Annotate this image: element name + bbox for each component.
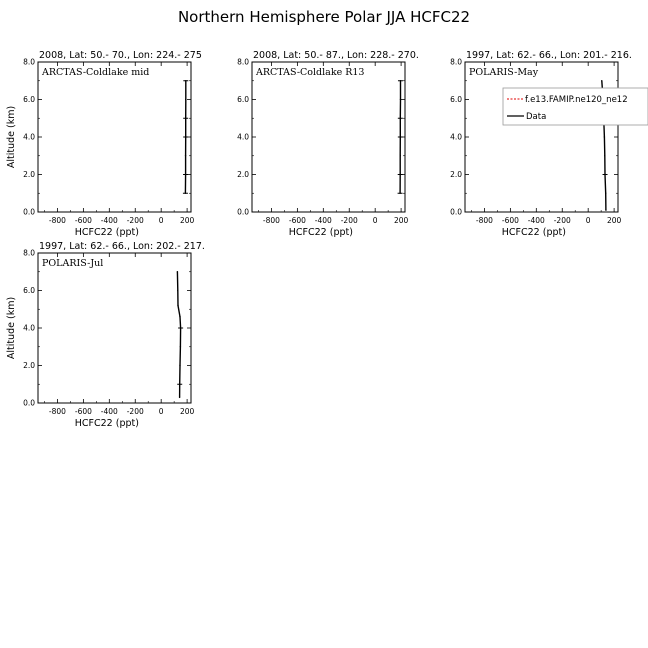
panel-title: 1997, Lat: 62.- 66., Lon: 201.- 216. xyxy=(466,50,632,61)
x-tick-label: 0 xyxy=(158,216,164,225)
x-axis-label: HCFC22 (ppt) xyxy=(501,227,566,238)
panel-annotation: POLARIS-May xyxy=(469,67,539,78)
y-tick-label: 8.0 xyxy=(450,57,462,67)
panel-title: 2008, Lat: 50.- 70., Lon: 224.- 275 xyxy=(39,50,202,61)
y-tick-label: 2.0 xyxy=(23,170,35,179)
data-point xyxy=(177,290,178,291)
x-tick-label: -200 xyxy=(340,216,358,225)
y-tick-label: 8.0 xyxy=(237,57,249,67)
y-tick-label: 4.0 xyxy=(23,323,35,333)
y-tick-label: 6.0 xyxy=(237,95,249,104)
y-tick-label: 8.0 xyxy=(23,248,35,258)
y-tick-label: 6.0 xyxy=(23,95,35,104)
x-tick-label: -600 xyxy=(74,407,92,416)
x-tick-label: -600 xyxy=(74,216,92,225)
y-tick-label: 4.0 xyxy=(450,132,462,142)
y-axis-label: Altitude (km) xyxy=(6,296,17,360)
legend-model-label: f.e13.FAMIP.ne120_ne12 xyxy=(525,95,628,105)
data-point xyxy=(604,136,605,137)
y-tick-label: 0.0 xyxy=(23,207,35,217)
data-point xyxy=(177,305,178,306)
panel-annotation: POLARIS-Jul xyxy=(42,258,104,269)
x-tick-label: -400 xyxy=(100,407,118,416)
x-tick-label: 200 xyxy=(393,216,409,225)
x-tick-label: -600 xyxy=(501,216,519,225)
data-point xyxy=(180,346,181,347)
y-tick-label: 0.0 xyxy=(450,207,462,217)
x-tick-label: -800 xyxy=(475,216,493,225)
y-tick-label: 0.0 xyxy=(23,398,35,408)
data-point xyxy=(179,316,180,317)
x-tick-label: -600 xyxy=(288,216,306,225)
x-tick-label: 200 xyxy=(179,407,195,416)
y-tick-label: 6.0 xyxy=(450,95,462,104)
x-axis-label: HCFC22 (ppt) xyxy=(74,227,139,238)
x-tick-label: -200 xyxy=(126,407,144,416)
x-tick-label: 0 xyxy=(585,216,591,225)
x-axis-label: HCFC22 (ppt) xyxy=(288,227,353,238)
y-tick-label: 2.0 xyxy=(237,170,249,179)
x-tick-label: -200 xyxy=(553,216,571,225)
figure-title: Northern Hemisphere Polar JJA HCFC22 xyxy=(177,8,471,26)
y-tick-label: 2.0 xyxy=(23,361,35,370)
data-point xyxy=(605,193,606,194)
data-point xyxy=(179,397,180,398)
x-tick-label: -800 xyxy=(48,407,66,416)
x-axis-label: HCFC22 (ppt) xyxy=(74,418,139,429)
panel-title: 2008, Lat: 50.- 87., Lon: 228.- 270. xyxy=(253,50,419,61)
data-point xyxy=(604,155,605,156)
y-tick-label: 8.0 xyxy=(23,57,35,67)
x-tick-label: -800 xyxy=(48,216,66,225)
x-tick-label: 0 xyxy=(158,407,164,416)
data-point xyxy=(177,271,178,272)
x-tick-label: 0 xyxy=(372,216,378,225)
y-axis-label: Altitude (km) xyxy=(6,105,17,169)
data-point xyxy=(185,155,186,156)
legend-frame xyxy=(503,88,648,125)
y-tick-label: 6.0 xyxy=(23,286,35,295)
x-tick-label: -800 xyxy=(262,216,280,225)
data-point xyxy=(605,209,606,210)
data-point xyxy=(400,99,401,100)
panel-annotation: ARCTAS-Coldlake mid xyxy=(42,67,150,78)
y-tick-label: 0.0 xyxy=(237,207,249,217)
x-tick-label: -200 xyxy=(126,216,144,225)
data-point xyxy=(601,80,602,81)
x-tick-label: -400 xyxy=(100,216,118,225)
x-tick-label: -400 xyxy=(527,216,545,225)
panel-title: 1997, Lat: 62.- 66., Lon: 202.- 217. xyxy=(39,241,205,252)
data-point xyxy=(400,155,401,156)
x-tick-label: 200 xyxy=(179,216,195,225)
panel-annotation: ARCTAS-Coldlake R13 xyxy=(256,67,365,78)
legend xyxy=(503,88,648,125)
x-tick-label: 200 xyxy=(606,216,622,225)
data-point xyxy=(185,99,186,100)
y-tick-label: 4.0 xyxy=(23,132,35,142)
data-point xyxy=(179,365,180,366)
y-tick-label: 2.0 xyxy=(450,170,462,179)
legend-data-label: Data xyxy=(526,112,547,122)
y-tick-label: 4.0 xyxy=(237,132,249,142)
x-tick-label: -400 xyxy=(314,216,332,225)
